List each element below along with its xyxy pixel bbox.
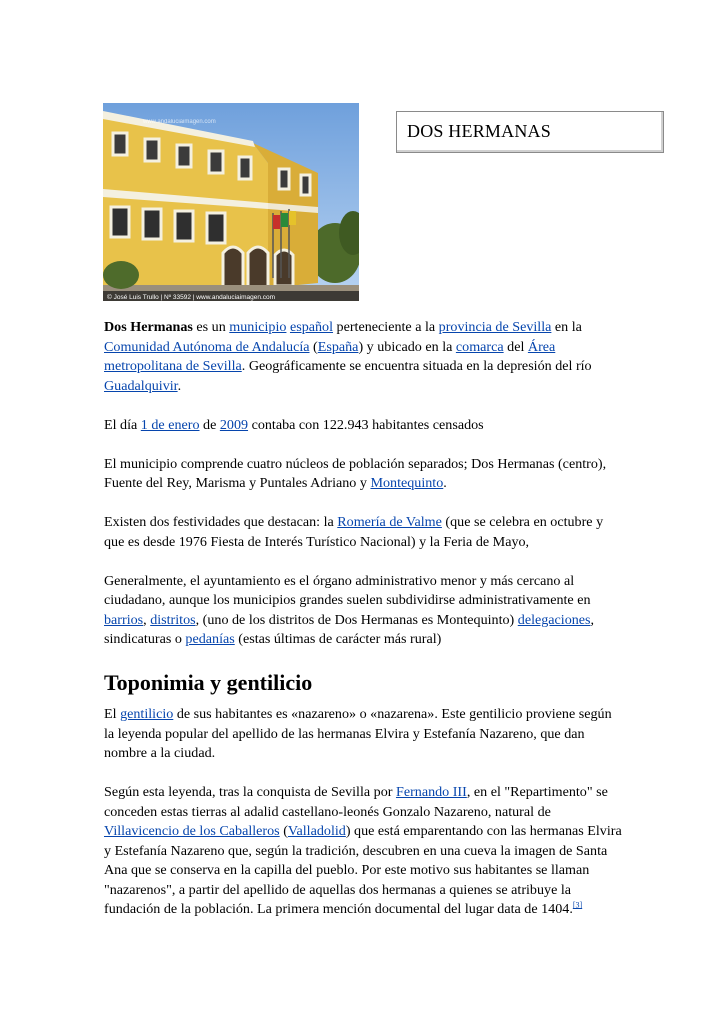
link-valladolid[interactable]: Valladolid (287, 823, 346, 839)
link-area-metropolitana[interactable]: Área metropolitana de Sevilla (104, 338, 556, 374)
link-2009[interactable]: 2009 (219, 416, 249, 433)
text-span: (estas últimas de carácter más rural) (234, 631, 442, 647)
text-span: de (199, 416, 220, 433)
text-span: (que se celebra en octubre y que es desde 1976 Fiesta de Interés Turístico Nacional) y la Feria de Mayo, (104, 514, 604, 550)
text-span: es un (192, 319, 230, 335)
link-barrios[interactable]: barrios (104, 611, 144, 628)
text-span: , sindicaturas o (104, 611, 595, 647)
text-span: , (uno de los distritos de Dos Hermanas es Montequinto) (195, 611, 518, 628)
text-span: de sus habitantes es «nazareno» o «nazarena». Este gentilicio proviene según la leyenda popular del apellido de las hermanas Elvira y Estefanía Nazareno, que dan nombre a la ciudad. (104, 706, 612, 761)
link-delegaciones[interactable]: delegaciones (517, 611, 591, 628)
link-fernando-iii[interactable]: Fernando III (395, 784, 467, 800)
link-municipio[interactable]: municipio (229, 319, 287, 335)
paragraph-leyenda (104, 783, 624, 920)
town-hall-photo (103, 103, 359, 301)
link-comarca[interactable]: comarca (455, 338, 504, 355)
text-span: El día (104, 416, 141, 433)
title-text: DOS HERMANAS (407, 121, 551, 141)
text-span: Existen dos festividades que destacan: la (104, 514, 338, 530)
link-distritos[interactable]: distritos (150, 611, 196, 628)
text-span: Según esta leyenda, tras la conquista de Sevilla por (104, 784, 396, 800)
link-romeria-valme[interactable]: Romería de Valme (337, 514, 442, 530)
paragraph-nucleos (104, 455, 624, 494)
text-span: ) que está emparentando con las hermanas Elvira y Estefanía Nazareno que, según la tradición, descubren en una cueva la imagen de Santa Ana que se conserva en la capilla del pueblo. Por este motivo sus habitantes se llaman "nazarenos", a partir del apellido de aquellas dos hermanas a quienes se atribuye la fundación de la población. La primera mención documental del lugar data de 1404. (104, 823, 622, 917)
text-span: ( (309, 338, 318, 355)
text-span: del (503, 338, 528, 355)
text-span: El municipio comprende cuatro núcleos de población separados; Dos Hermanas (centro), Fuente del Rey, Marisma y Puntales Adriano y (104, 455, 607, 491)
link-villavicencio[interactable]: Villavicencio de los Caballeros (104, 823, 280, 839)
text-span: Generalmente, el ayuntamiento es el órgano administrativo menor y más cercano al ciudadano, aunque los municipios grandes suelen subdividirse administrativamente en (104, 572, 591, 608)
text-span: contaba con 122.943 habitantes censados (248, 416, 484, 433)
link-andalucia[interactable]: Comunidad Autónoma de Andalucía (104, 338, 310, 355)
text-span: . Geográficamente se encuentra situada en la depresión del río (241, 358, 592, 374)
section-heading: Toponimia y gentilicio (104, 670, 313, 695)
link-espanol[interactable]: español (289, 319, 334, 335)
photo-credit: © José Luis Trullo | Nº 33592 | www.andaluciaimagen.com (107, 294, 276, 301)
text-span: en la (551, 319, 582, 335)
article-body (104, 318, 624, 939)
text-span: , en el "Repartimento" se conceden estas tierras al adalid castellano-leonés Gonzalo Nazareno, natural de (104, 784, 608, 820)
link-1-enero[interactable]: 1 de enero (140, 416, 200, 433)
link-pedanias[interactable]: pedanías (185, 631, 235, 647)
text-span: ) y ubicado en la (358, 338, 456, 355)
bold-name: Dos Hermanas (104, 319, 193, 335)
paragraph-intro (104, 318, 624, 396)
paragraph-gentilicio (104, 705, 624, 764)
reference-link[interactable]: [3] (572, 900, 583, 910)
link-guadalquivir[interactable]: Guadalquivir (104, 377, 178, 394)
town-hall-illustration (103, 103, 359, 301)
title-box (396, 111, 664, 153)
link-montequinto[interactable]: Montequinto (370, 475, 444, 491)
text-span: El (104, 706, 121, 722)
text-span: perteneciente a la (333, 319, 439, 335)
link-gentilicio[interactable]: gentilicio (120, 706, 174, 722)
photo-watermark: www.andaluciaimagen.com (143, 119, 216, 125)
paragraph-festividades (104, 513, 624, 552)
text-span: . (177, 377, 182, 394)
text-span: , (143, 611, 151, 628)
paragraph-ayuntamiento (104, 572, 624, 650)
text-span: . (443, 475, 447, 491)
paragraph-population (104, 416, 624, 436)
link-provincia-sevilla[interactable]: provincia de Sevilla (438, 319, 552, 335)
link-espana[interactable]: España (317, 338, 359, 355)
text-span: ( (279, 823, 288, 839)
